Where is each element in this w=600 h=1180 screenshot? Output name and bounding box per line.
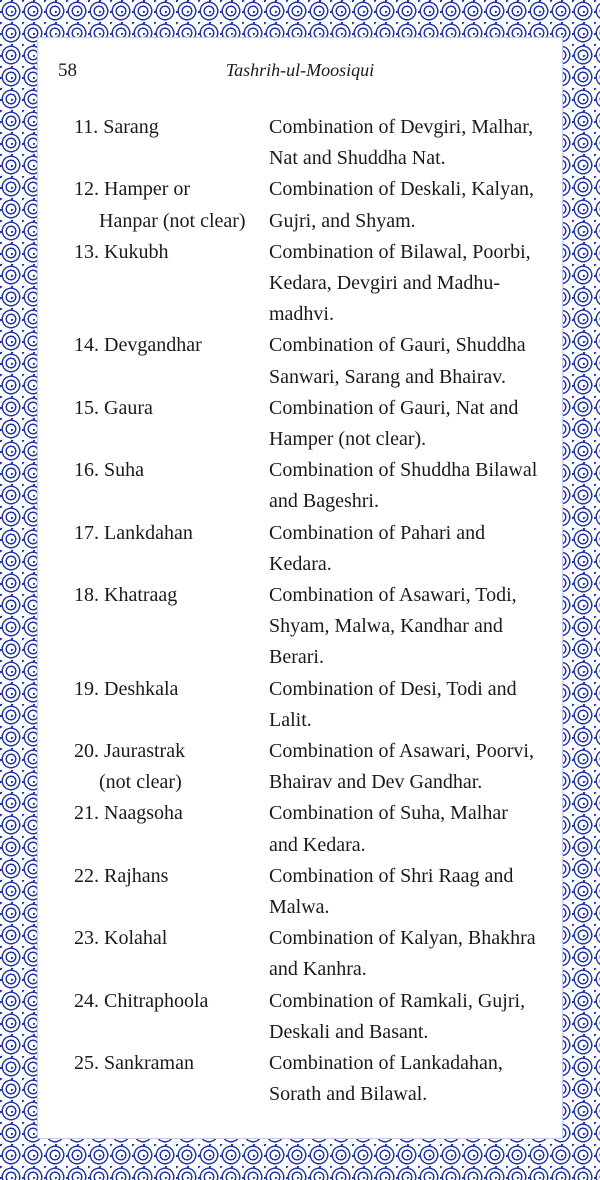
page-header	[58, 60, 542, 90]
raag-description-line: and Kanhra.	[269, 958, 367, 981]
list-item	[74, 330, 548, 392]
raag-name-line: 22. Rajhans	[74, 864, 169, 887]
raag-description-line: Combination of Gauri, Shuddha	[269, 334, 526, 357]
raag-name	[74, 455, 269, 517]
raag-description	[269, 393, 548, 455]
raag-name	[74, 736, 269, 798]
raag-name-line: 18. Khatraag	[74, 584, 178, 607]
raag-description-line: Combination of Desi, Todi and	[269, 677, 517, 700]
raag-description	[269, 1048, 548, 1110]
raag-name-line: 12. Hamper or	[74, 178, 191, 201]
raag-name-line: (not clear)	[74, 771, 182, 794]
raag-description	[269, 986, 548, 1048]
raag-description-line: Berari.	[269, 646, 324, 669]
raag-description-line: Combination of Suha, Malhar	[269, 802, 508, 825]
raag-description-line: Malwa.	[269, 896, 330, 919]
list-item	[74, 518, 548, 580]
list-item	[74, 923, 548, 985]
raag-name	[74, 923, 269, 985]
raag-description	[269, 580, 548, 674]
raag-description-line: Combination of Pahari and	[269, 521, 486, 544]
raag-description	[269, 861, 548, 923]
raag-description-line: Shyam, Malwa, Kandhar and	[269, 615, 503, 638]
raag-description	[269, 455, 548, 517]
list-item	[74, 861, 548, 923]
raag-description	[269, 112, 548, 174]
raag-description-line: and Kedara.	[269, 833, 366, 856]
raag-description-line: Combination of Devgiri, Malhar,	[269, 116, 534, 138]
raag-description-line: Combination of Bilawal, Poorbi,	[269, 240, 531, 263]
raag-name-line: 17. Lankdahan	[74, 521, 193, 544]
raag-name	[74, 174, 269, 236]
raag-name	[74, 986, 269, 1048]
raag-description-line: Kedara, Devgiri and Madhu-	[269, 272, 501, 295]
raag-description-line: Combination of Shuddha Bilawal	[269, 459, 538, 482]
list-item	[74, 798, 548, 860]
running-title: Tashrih-ul-Moosiqui	[225, 60, 375, 80]
raag-name	[74, 330, 269, 392]
raag-description-line: Bhairav and Dev Gandhar.	[269, 771, 483, 794]
raag-description-line: Kedara.	[269, 552, 332, 575]
raag-description-line: Combination of Deskali, Kalyan,	[269, 178, 534, 201]
list-item	[74, 1048, 548, 1110]
raag-name	[74, 861, 269, 923]
raag-name	[74, 112, 269, 174]
raag-name	[74, 674, 269, 736]
list-item	[74, 174, 548, 236]
raag-description	[269, 330, 548, 392]
raag-description-line: Combination of Shri Raag and	[269, 864, 514, 887]
raag-description-line: Deskali and Basant.	[269, 1020, 429, 1043]
page-number: 58	[58, 60, 77, 81]
raag-description-line: Sanwari, Sarang and Bhairav.	[269, 365, 506, 388]
raag-description-line: Hamper (not clear).	[269, 428, 427, 451]
raag-name-line: 23. Kolahal	[74, 927, 168, 950]
raag-description-line: Combination of Asawari, Poorvi,	[269, 740, 534, 763]
raag-name-line: 14. Devgandhar	[74, 334, 202, 357]
raag-name	[74, 798, 269, 860]
page-content	[38, 38, 562, 1138]
raag-name	[74, 237, 269, 331]
raag-description-line: Combination of Asawari, Todi,	[269, 584, 517, 607]
list-item	[74, 237, 548, 331]
raag-description	[269, 674, 548, 736]
raag-description-line: Gujri, and Shyam.	[269, 209, 416, 232]
raag-name-line: 11. Sarang	[74, 116, 159, 138]
raag-name-line: 21. Naagsoha	[74, 802, 183, 825]
raag-description	[269, 518, 548, 580]
raag-description	[269, 798, 548, 860]
raag-name-line: 25. Sankraman	[74, 1052, 194, 1075]
raag-name	[74, 580, 269, 674]
list-item	[74, 112, 548, 174]
raag-description-line: Sorath and Bilawal.	[269, 1083, 428, 1106]
raag-name-line: 15. Gaura	[74, 396, 153, 419]
raag-description-line: Combination of Lankadahan,	[269, 1052, 503, 1075]
list-item	[74, 986, 548, 1048]
list-item	[74, 580, 548, 674]
raag-description-line: and Bageshri.	[269, 490, 379, 513]
list-item	[74, 736, 548, 798]
raag-name-line: Hanpar (not clear)	[74, 209, 246, 232]
raag-name-line: 20. Jaurastrak	[74, 740, 186, 763]
raag-list	[74, 112, 548, 1111]
raag-description-line: Combination of Gauri, Nat and	[269, 396, 519, 419]
list-item	[74, 674, 548, 736]
raag-description	[269, 174, 548, 236]
raag-description-line: Lalit.	[269, 708, 312, 731]
raag-name-line: 24. Chitraphoola	[74, 989, 209, 1012]
raag-description-line: Nat and Shuddha Nat.	[269, 147, 446, 170]
raag-description-line: Combination of Ramkali, Gujri,	[269, 989, 526, 1012]
raag-description	[269, 923, 548, 985]
raag-description-line: Combination of Kalyan, Bhakhra	[269, 927, 536, 950]
raag-name	[74, 393, 269, 455]
list-item	[74, 455, 548, 517]
raag-name-line: 19. Deshkala	[74, 677, 179, 700]
raag-name-line: 16. Suha	[74, 459, 144, 482]
raag-name	[74, 518, 269, 580]
list-item	[74, 393, 548, 455]
raag-description	[269, 736, 548, 798]
raag-description	[269, 237, 548, 331]
raag-name-line: 13. Kukubh	[74, 240, 169, 263]
raag-name	[74, 1048, 269, 1110]
raag-description-line: madhvi.	[269, 303, 334, 326]
